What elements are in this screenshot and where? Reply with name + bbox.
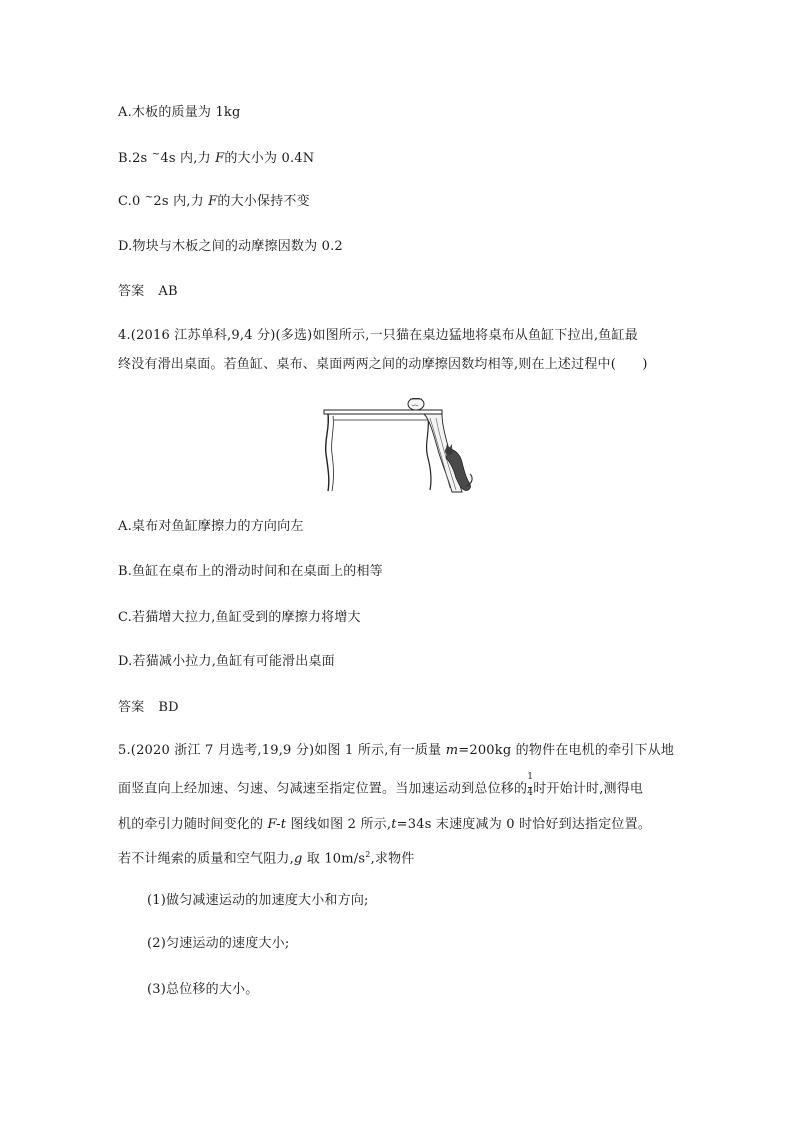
q3-option-c-text: 2s 内,力 [153, 194, 209, 209]
q5-text: =34s 末速度减为 0 时恰好到达指定位置。 [396, 817, 652, 832]
q3-option-c [118, 193, 310, 212]
q4-option-d: D.若猫减小拉力,鱼缸有可能滑出桌面 [118, 654, 335, 669]
q4-stem-line-2: 终没有滑出桌面。若鱼缸、桌布、桌面两两之间的动摩擦因数均相等,则在上述过程中( ) [118, 357, 648, 372]
tilde-symbol: ~ [151, 149, 161, 160]
q3-option-b [118, 150, 314, 169]
q4-option-b: B.鱼缸在桌布上的滑动时间和在桌面上的相等 [118, 564, 383, 579]
q5-subquestion-2: (2)匀速运动的速度大小; [147, 936, 290, 951]
exponent: 2 [365, 850, 371, 859]
q5-text: 图线如图 2 所示, [286, 817, 392, 832]
answer-value: AB [158, 284, 178, 299]
force-variable: F [215, 151, 225, 166]
q5-text: 机的牵引力随时间变化的 [118, 817, 268, 832]
answer-label: 答案 [118, 700, 145, 715]
q5-text: =200kg 的物件在电机的牵引下从地 [458, 743, 675, 758]
q3-option-a: A.木板的质量为 1kg [118, 105, 241, 120]
q5-text: 取 10m/s [302, 851, 366, 867]
q3-option-d: D.物块与木板之间的动摩擦因数为 0.2 [118, 239, 343, 254]
cat-pulling-tablecloth-illustration [320, 398, 476, 494]
q4-option-a: A.桌布对鱼缸摩擦力的方向向左 [118, 519, 304, 534]
answer-label: 答案 [118, 284, 145, 299]
q5-text: 面竖直向上经加速、匀速、匀减速至指定位置。当加速运动到总位移的 [118, 781, 528, 797]
q3-option-b-text: 4s 内,力 [160, 151, 216, 166]
graph-variable: F-t [267, 817, 287, 832]
force-variable: F [208, 194, 218, 209]
fraction-numerator: 1 [527, 772, 534, 782]
q5-subquestion-3: (3)总位移的大小。 [147, 982, 259, 997]
time-variable: t [391, 817, 397, 832]
q3-option-b-text: B.2s [118, 151, 152, 166]
q5-text: 时开始计时,测得电 [533, 781, 644, 797]
q5-stem-line-4 [118, 846, 415, 868]
tilde-symbol: ~ [144, 192, 154, 203]
q5-subquestion-1: (1)做匀减速运动的加速度大小和方向; [147, 893, 369, 908]
q5-stem-line-1 [118, 742, 674, 760]
fraction-one-quarter [527, 772, 534, 798]
q5-stem-line-3 [118, 816, 651, 834]
q5-stem-line-2 [118, 772, 644, 799]
answer-value: BD [158, 700, 179, 715]
q5-text: 5.(2020 浙江 7 月选考,19,9 分)如图 1 所示,有一质量 [118, 743, 446, 758]
mass-variable: m [445, 743, 459, 758]
q4-option-c: C.若猫增大拉力,鱼缸受到的摩擦力将增大 [118, 610, 361, 625]
q3-option-b-text: 的大小为 0.4N [224, 151, 315, 166]
q4-stem-line-1: 4.(2016 江苏单科,9,4 分)(多选)如图所示,一只猫在桌边猛地将桌布从鱼缸下拉出,鱼缸最 [118, 328, 638, 343]
q4-answer [118, 699, 179, 717]
gravity-variable: g [293, 851, 303, 867]
fraction-denominator: 4 [527, 788, 534, 798]
q3-option-c-text: C.0 [118, 194, 145, 209]
q5-text: ,求物件 [370, 851, 415, 867]
q3-answer [118, 283, 178, 301]
q3-option-c-text: 的大小保持不变 [217, 194, 310, 209]
q5-text: 若不计绳索的质量和空气阻力, [118, 851, 294, 867]
